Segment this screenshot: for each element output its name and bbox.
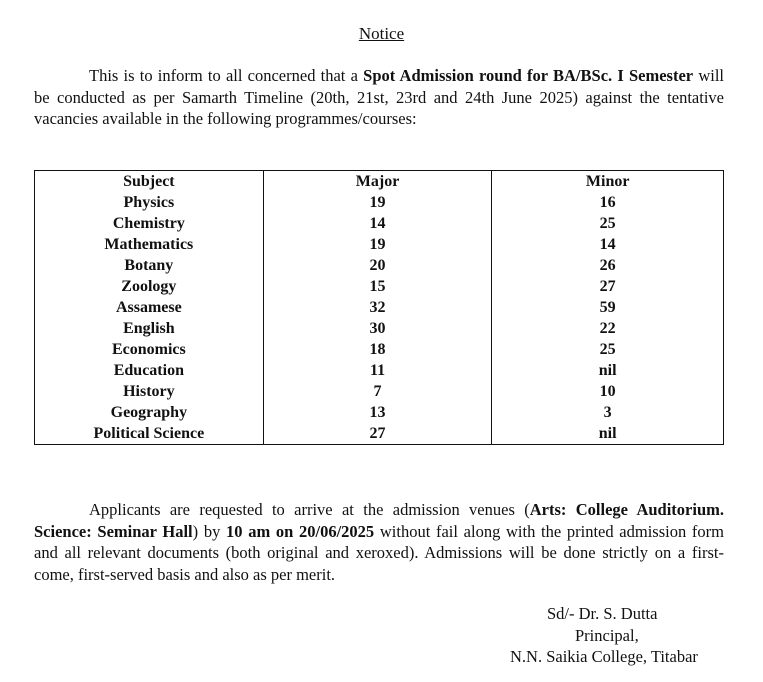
major-cell: 20 <box>263 255 492 276</box>
signatory-name: Sd/- Dr. S. Dutta <box>547 604 658 623</box>
time-bold-text: 10 am on 20/06/2025 <box>226 521 375 541</box>
minor-cell: 22 <box>492 318 724 339</box>
minor-cell: 16 <box>492 192 724 213</box>
header-major: Major <box>263 171 492 193</box>
minor-cell: nil <box>492 360 724 381</box>
major-cell: 30 <box>263 318 492 339</box>
subject-cell: Education <box>35 360 264 381</box>
major-cell: 14 <box>263 213 492 234</box>
major-cell: 27 <box>263 423 492 445</box>
table-row <box>35 213 724 234</box>
table-row <box>35 423 724 445</box>
table-row <box>35 339 724 360</box>
subject-cell: Economics <box>35 339 264 360</box>
signatory-designation: Principal, <box>575 625 639 645</box>
intro-text-start: This is to inform to all concerned that a <box>89 66 364 85</box>
major-cell: 7 <box>263 381 492 402</box>
minor-cell: nil <box>492 423 724 445</box>
table-row <box>35 276 724 297</box>
signature-block <box>470 603 763 668</box>
subject-cell: English <box>35 318 264 339</box>
intro-bold-text: Spot Admission round for BA/BSc. I Semester <box>363 66 694 85</box>
venue-bold-text: Arts: College Auditorium. Science: Seminar Hall <box>34 500 725 541</box>
header-subject: Subject <box>35 171 264 193</box>
major-cell: 32 <box>263 297 492 318</box>
major-cell: 13 <box>263 402 492 423</box>
subject-cell: Assamese <box>35 297 264 318</box>
college-name: N.N. Saikia College, Titabar <box>510 647 698 666</box>
subject-cell: Botany <box>35 255 264 276</box>
instructions-text-3: without fail along with the printed admission form and all relevant documents (both original and xeroxed). Admissions will be done strictly on a first-come, first-served basis and also as per merit. <box>34 521 724 584</box>
table-header-row <box>35 171 724 193</box>
intro-paragraph <box>34 65 724 130</box>
major-cell: 11 <box>263 360 492 381</box>
notice-title: Notice <box>358 24 405 43</box>
table-row <box>35 255 724 276</box>
minor-cell: 25 <box>492 213 724 234</box>
minor-cell: 3 <box>492 402 724 423</box>
major-cell: 19 <box>263 192 492 213</box>
subject-cell: Political Science <box>35 423 264 445</box>
instructions-paragraph <box>34 499 724 585</box>
minor-cell: 25 <box>492 339 724 360</box>
minor-cell: 14 <box>492 234 724 255</box>
minor-cell: 27 <box>492 276 724 297</box>
subject-cell: Physics <box>35 192 264 213</box>
table-row <box>35 297 724 318</box>
minor-cell: 10 <box>492 381 724 402</box>
intro-text-end: will be conducted as per Samarth Timeline (20th, 21st, 23rd and 24th June 2025) against the tentative vacancies available in the following programmes/courses: <box>34 66 725 128</box>
instructions-text-1: Applicants are requested to arrive at the admission venues ( <box>89 500 530 519</box>
instructions-text-2: ) by <box>192 521 227 541</box>
minor-cell: 59 <box>492 297 724 318</box>
major-cell: 18 <box>263 339 492 360</box>
major-cell: 15 <box>263 276 492 297</box>
minor-cell: 26 <box>492 255 724 276</box>
table-row <box>35 318 724 339</box>
header-minor: Minor <box>492 171 724 193</box>
major-cell: 19 <box>263 234 492 255</box>
table-row <box>35 360 724 381</box>
table-row <box>35 402 724 423</box>
subject-cell: Zoology <box>35 276 264 297</box>
subject-cell: Chemistry <box>35 213 264 234</box>
vacancy-table <box>34 170 724 445</box>
subject-cell: Mathematics <box>35 234 264 255</box>
table-row <box>35 381 724 402</box>
table-row <box>35 234 724 255</box>
subject-cell: History <box>35 381 264 402</box>
subject-cell: Geography <box>35 402 264 423</box>
table-row <box>35 192 724 213</box>
